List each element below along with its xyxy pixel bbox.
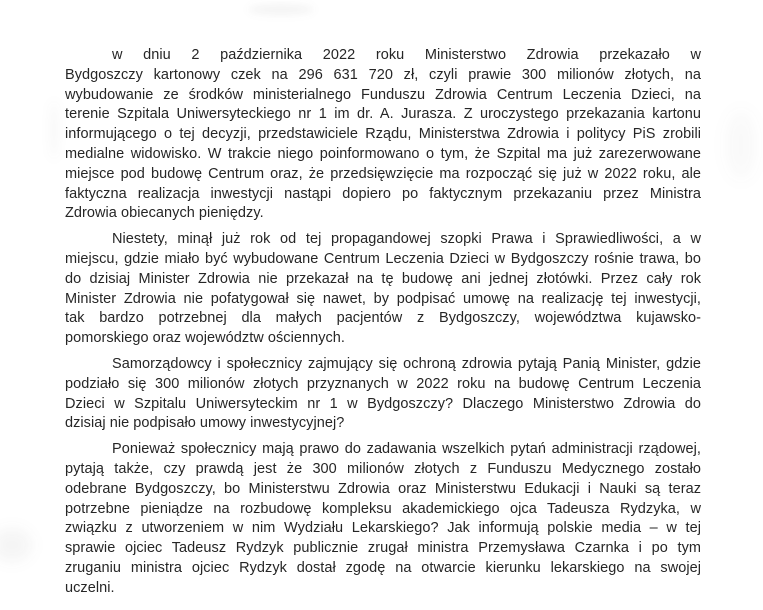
text-line: medialne widowisko. W trakcie niego poinformowano o tym, że Szpital ma już zarezerwowane	[65, 145, 701, 162]
text-line: tak bardzo potrzebnej dla małych pacjentów z Bydgoszczy, województwa kujawsko-	[65, 310, 701, 327]
text-line: Ponieważ społecznicy mają prawo do zadawania wszelkich pytań administracji rządowej,	[112, 441, 701, 458]
text-line: Niestety, minął już rok od tej propagandowej szopki Prawa i Sprawiedliwości, a w	[112, 231, 701, 248]
text-line: faktyczna realizacja inwestycji nastąpi dopiero po faktycznym przekazaniu przez Ministra	[65, 185, 701, 202]
text-line: informującego o tej decyzji, przedstawiciele Rządu, Ministerstwa Zdrowia i politycy PiS zrobili	[65, 126, 701, 143]
document-text-block	[65, 46, 701, 599]
scan-smudge-top	[248, 4, 314, 15]
text-line: Bydgoszczy kartonowy czek na 296 631 720 zł, czyli prawie 300 milionów złotych, na	[65, 66, 701, 83]
text-line: w dniu 2 października 2022 roku Ministerstwo Zdrowia przekazało w	[112, 47, 701, 63]
text-line: uczelni.	[65, 579, 115, 596]
text-line: wybudowanie ze środków ministerialnego Funduszu Zdrowia Centrum Leczenia Dzieci, na	[65, 86, 701, 103]
text-line: podziało się 300 milionów złotych przyznanych w 2022 roku na budowę Centrum Leczenia	[65, 375, 701, 392]
text-line: odebrane Bydgoszczy, bo Ministerstwu Zdrowia oraz Ministerstwu Edukacji i Nauki są teraz	[65, 480, 701, 497]
paragraph	[65, 440, 701, 598]
text-line: związku z utworzeniem w nim Wydziału Lekarskiego? Jak informują polskie media – w tej	[65, 520, 701, 537]
text-line: Samorządowcy i społecznicy zajmujący się ochroną zdrowia pytają Panią Minister, gdzie	[112, 355, 701, 372]
text-line: do dzisiaj Minister Zdrowia nie przekazał na tę budowę ani jednej złotówki. Przez cały rok	[65, 270, 701, 287]
text-line: zruganiu ministra ojciec Rydzyk dostał zgodę na otwarcie kierunku lekarskiego na swojej	[65, 559, 701, 576]
text-line: miejscu, gdzie miało być wybudowane Centrum Leczenia Dzieci w Bydgoszczy rośnie trawa, bo	[65, 250, 701, 267]
text-line: terenie Szpitala Uniwersyteckiego nr 1 im dr. A. Jurasza. Z uroczystego przekazania kartonu	[65, 106, 701, 123]
text-line: Dzieci w Szpitalu Uniwersyteckim nr 1 w Bydgoszczy? Dlaczego Ministerstwo Zdrowia do	[65, 395, 701, 412]
text-line: pytają także, czy prawdą jest że 300 milionów złotych z Funduszu Medycznego zostało	[65, 460, 701, 477]
paragraph	[65, 46, 701, 224]
scan-smudge-left-margin	[50, 100, 58, 160]
text-line: miejsce pod budowę Centrum oraz, że przedsięwzięcie ma rozpocząć się już w 2022 roku, ale	[65, 165, 701, 182]
text-line: sprawie ojciec Tadeusz Rydzyk publicznie zrugał ministra Przemysława Czarnka i po tym	[65, 540, 701, 557]
text-line: dzisiaj nie podpisało umowy inwestycyjnej?	[65, 415, 345, 432]
text-line: Zdrowia obiecanych pieniędzy.	[65, 205, 264, 222]
paragraph	[65, 230, 701, 349]
scan-smudge-right-margin	[726, 110, 756, 180]
paragraph	[65, 355, 701, 434]
scan-smudge-bottom-left	[0, 528, 32, 562]
text-line: pomorskiego oraz województw ościennych.	[65, 330, 345, 347]
text-line: potrzebne pieniądze na rozbudowę kompleksu akademickiego ojca Tadeusza Rydzyka, w	[65, 500, 701, 517]
text-line: Minister Zdrowia nie pofatygował się nawet, by podpisać umowę na realizację tej inwestycji,	[65, 290, 701, 307]
